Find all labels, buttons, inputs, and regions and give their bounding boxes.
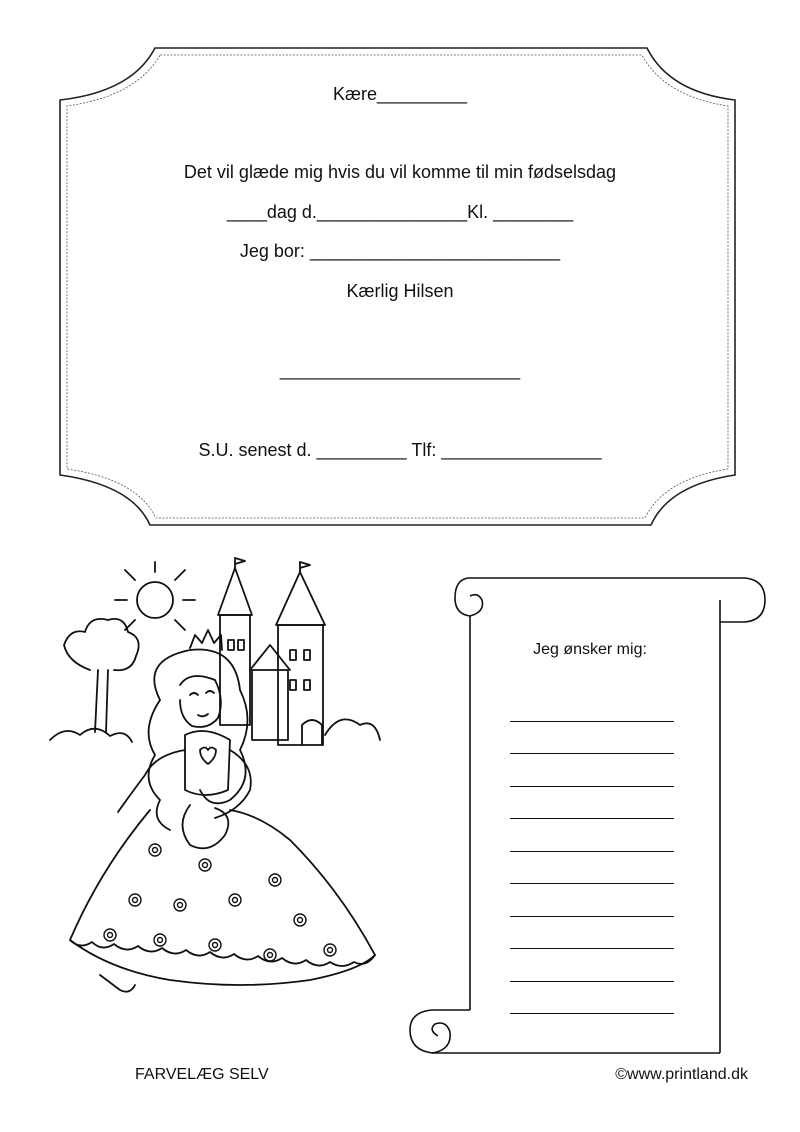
wishlist-line	[510, 753, 674, 754]
wishlist-line	[510, 851, 674, 852]
wishlist-line	[510, 883, 674, 884]
wishlist-line	[510, 916, 674, 917]
wishlist-line	[510, 1013, 674, 1014]
wishlist-title: Jeg ønsker mig:	[533, 641, 647, 658]
date-time-line: ____dag d._______________Kl. ________	[226, 202, 574, 222]
footer-copyright: ©www.printland.dk	[615, 1066, 748, 1083]
footer-coloring-note: FARVELÆG SELV	[135, 1066, 269, 1083]
wishlist-line	[510, 786, 674, 787]
rsvp-line: S.U. senest d. _________ Tlf: ________________	[198, 440, 602, 460]
wishlist-line	[510, 981, 674, 982]
wishlist-line	[510, 818, 674, 819]
wishlist-line	[510, 721, 674, 722]
invitation-text: Det vil glæde mig hvis du vil komme til min fødselsdag	[183, 162, 617, 182]
address-line: Jeg bor: _________________________	[239, 241, 561, 261]
signature-line: ________________________	[279, 360, 521, 380]
greeting-line: Kære_________	[332, 84, 468, 104]
closing-text: Kærlig Hilsen	[346, 281, 454, 301]
wishlist-line	[510, 948, 674, 949]
